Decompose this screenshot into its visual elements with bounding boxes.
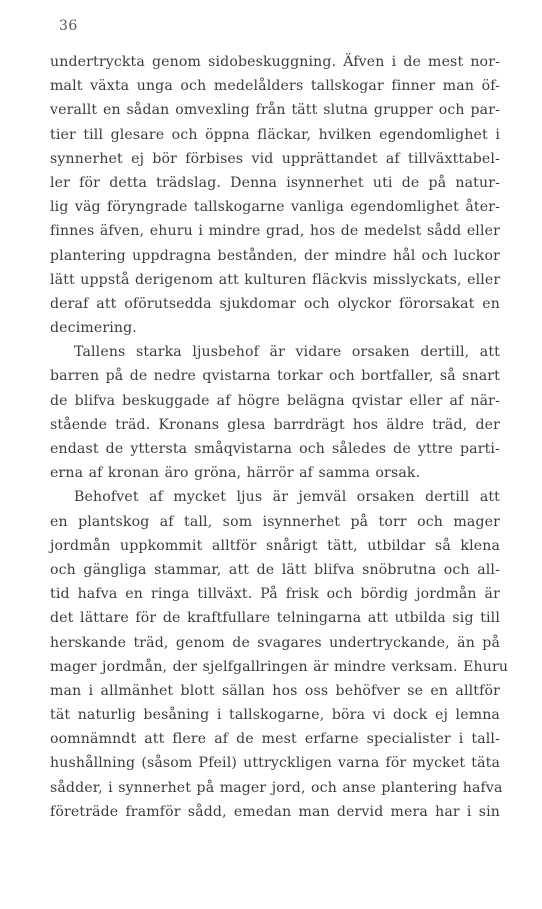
- text-line: decimering.: [50, 320, 137, 337]
- text-line: lig väg föryngrade tallskogarne vanliga egendomlighet åter-: [50, 199, 500, 216]
- text-line: företräde framför sådd, emedan man dervid mera har i sin: [50, 803, 500, 820]
- text-line: finnes äfven, ehuru i mindre grad, hos de medelst sådd eller: [50, 223, 500, 240]
- text-line: herskande träd, genom de svagares undertryckande, än på: [50, 634, 500, 651]
- text-line: tät naturlig besåning i tallskogarne, böra vi dock ej lemna: [50, 707, 500, 724]
- text-line: Behofvet af mycket ljus är jemväl orsaken dertill att: [74, 489, 500, 506]
- text-line: man i allmänhet blott sällan hos oss behöfver se en alltför: [50, 682, 500, 699]
- text-line: en plantskog af tall, som isynnerhet på torr och mager: [50, 513, 500, 530]
- text-line: plantering uppdragna bestånden, der mindre hål och luckor: [50, 247, 500, 264]
- text-line: erna af kronan äro gröna, härrör af samma orsak.: [50, 465, 421, 482]
- text-line: undertryckta genom sidobeskuggning. Äfven i de mest nor-: [50, 54, 500, 70]
- body-text: [50, 50, 509, 824]
- text-line: endast de yttersta småqvistarna och således de yttre parti-: [50, 441, 500, 457]
- text-line: barren på de nedre qvistarna torkar och bortfaller, så snart: [50, 368, 500, 385]
- page-number: 36: [59, 18, 78, 34]
- text-line: tier till glesare och öppna fläckar, hvilken egendomlighet i: [50, 126, 500, 143]
- text-line: ler för detta trädslag. Denna isynnerhet uti de på natur-: [50, 174, 500, 191]
- text-line: malt växta unga och medelålders tallskogar finner man öf-: [50, 78, 500, 95]
- text-line: jordmån uppkommit alltför snårigt tätt, utbildar så klena: [50, 537, 500, 554]
- text-line: och gängliga stammar, att de lätt blifva snöbrutna och all-: [50, 561, 500, 578]
- text-line: tid hafva en ringa tillväxt. På frisk och bördig jordmån är: [50, 586, 500, 603]
- text-line: hushållning (såsom Pfeil) uttryckligen varna för mycket täta: [50, 755, 500, 772]
- text-line: Tallens starka ljusbehof är vidare orsaken dertill, att: [74, 344, 500, 361]
- text-line: stående träd. Kronans glesa barrdrägt hos äldre träd, der: [50, 416, 500, 433]
- text-line: deraf att oförutsedda sjukdomar och olyckor förorsakat en: [50, 295, 500, 312]
- text-line: oomnämndt att flere af de mest erfarne specialister i tall-: [50, 731, 500, 748]
- text-line: verallt en sådan omvexling från tätt slutna grupper och par-: [50, 102, 500, 119]
- text-line: de blifva beskuggade af högre belägna qvistar eller af när-: [50, 392, 500, 409]
- text-line: mager jordmån, der sjelfgallringen är mindre verksam. Ehuru: [50, 658, 509, 675]
- text-line: sådder, i synnerhet på mager jord, och anse plantering hafva: [50, 779, 503, 796]
- text-line: det lättare för de kraftfullare telningarna att utbilda sig till: [50, 610, 500, 627]
- text-line: lätt uppstå derigenom att kulturen fläckvis misslyckats, eller: [50, 271, 501, 288]
- text-line: synnerhet ej bör förbises vid upprättandet af tillväxttabel-: [50, 150, 500, 167]
